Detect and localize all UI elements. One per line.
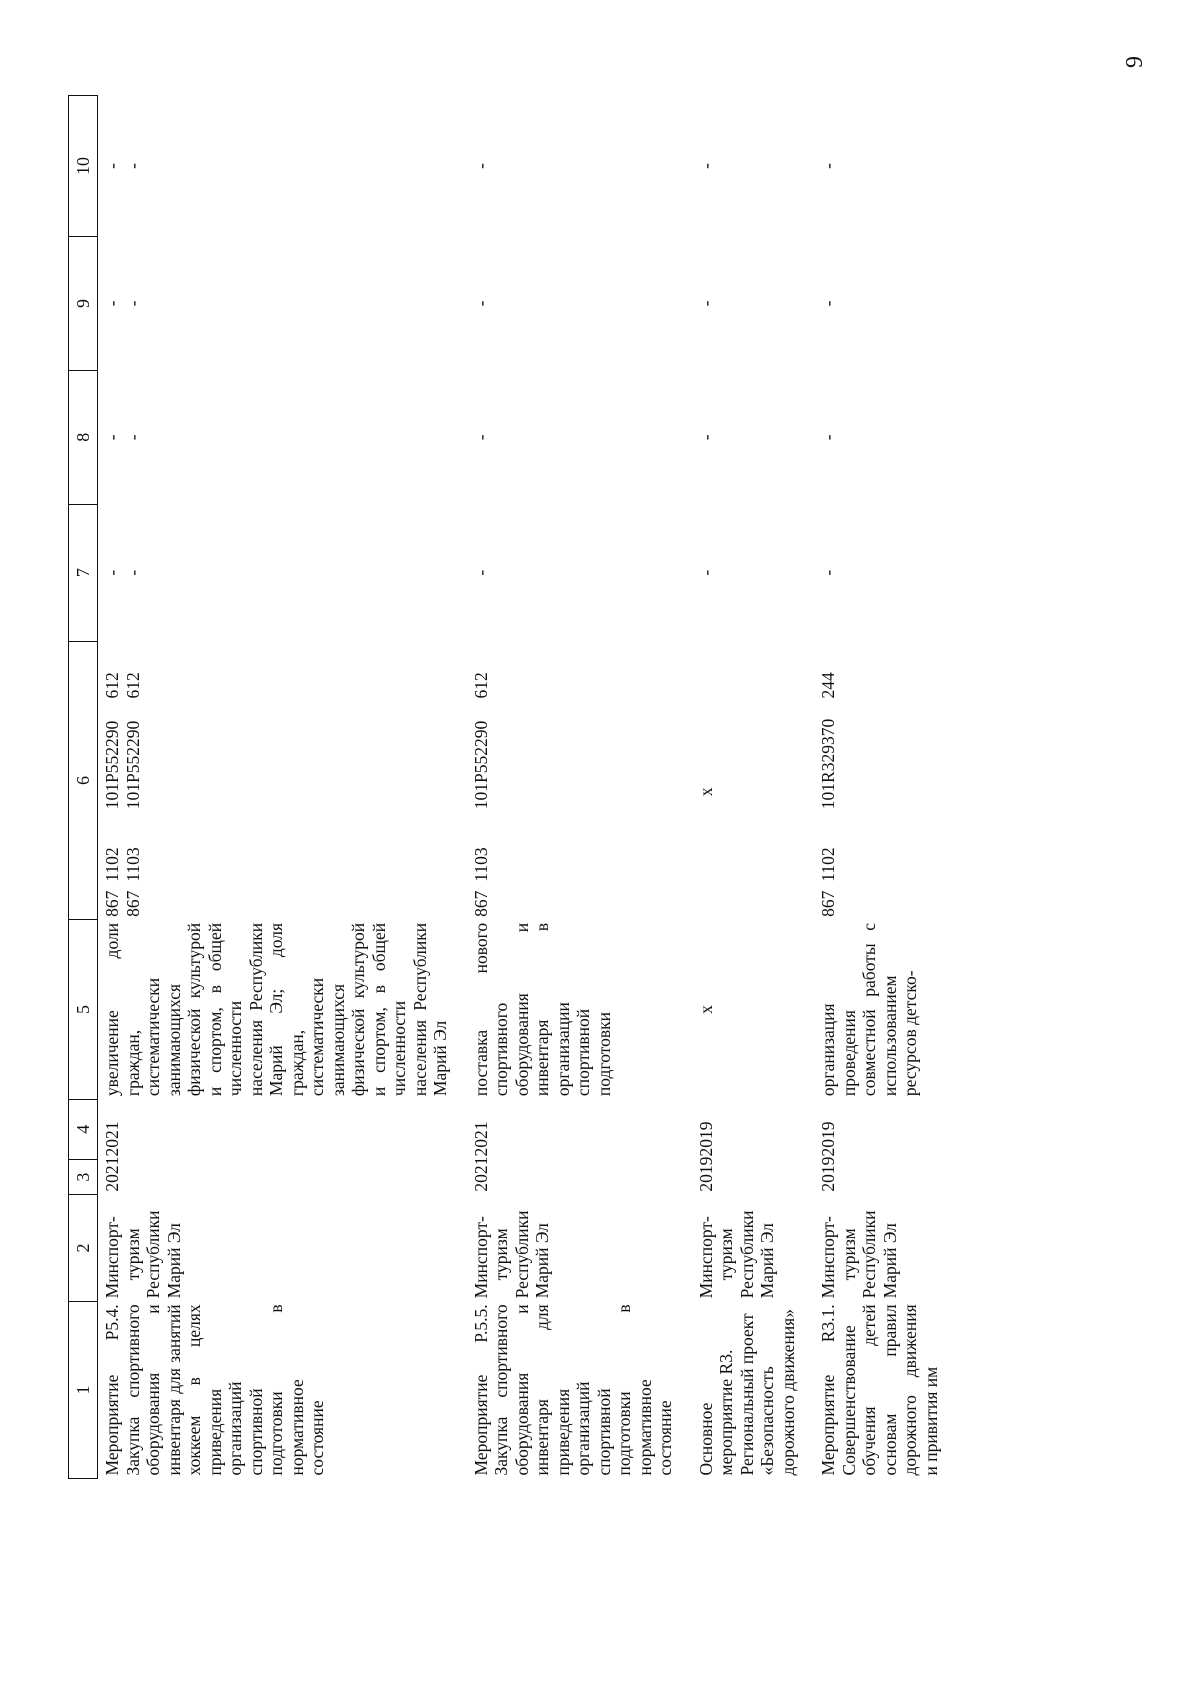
table-row: [467, 96, 692, 1479]
col9-value: -: [102, 300, 122, 307]
executor-line: Республики: [736, 1210, 757, 1299]
csr-code: [98, 702, 467, 813]
col8-cell: -: [818, 434, 838, 441]
event-name: Мероприятие P5.4. Закупка спортивного оборудования и инвентаря для занятий хоккеем в целях приведения организаций спортивной подготовки в нормативное состояние: [102, 1304, 327, 1476]
executor-line: Марий Эл: [163, 1223, 184, 1299]
end-year: 2019: [695, 1121, 716, 1157]
executor: [814, 1195, 957, 1302]
col9-value: -: [122, 300, 143, 307]
end-year: 2021: [102, 1121, 122, 1157]
rzpr-code: 1102: [818, 847, 838, 882]
executor: [98, 1195, 467, 1302]
rzpr-code: [692, 812, 815, 884]
grbs-code: [692, 885, 815, 920]
grbs-code: 867: [470, 890, 491, 917]
executor-line: Минспорт-: [102, 1216, 122, 1299]
col8-cell: -: [695, 434, 716, 441]
col10-cell: [98, 96, 467, 237]
col10-cell: -: [470, 163, 491, 169]
executor-line: Марий Эл: [532, 1223, 552, 1299]
executor-line: Республики: [511, 1210, 532, 1299]
table-row: [692, 96, 815, 1479]
expected-result: организация проведения совместной работы с использованием ресурсов детско-: [818, 922, 920, 1097]
rzpr-code: [98, 812, 467, 884]
expected-result: поставка нового спортивного оборудования и инвентаря в организации спортивной подготовки: [470, 922, 614, 1097]
col-header-10: 10: [69, 96, 98, 237]
col10-cell: -: [695, 163, 716, 169]
start-year: 2019: [818, 1156, 838, 1192]
start-year: 2021: [102, 1156, 122, 1192]
vr-value: 612: [102, 672, 122, 699]
col7-cell: -: [818, 569, 838, 576]
col7-cell: -: [470, 569, 491, 576]
start-year: 2019: [695, 1156, 716, 1192]
col-header-9: 9: [69, 237, 98, 371]
executor-line: Марий Эл: [757, 1223, 777, 1299]
col7-value: -: [122, 569, 143, 576]
vr-code: [692, 641, 815, 701]
event-name: Мероприятие R3.1. Совершенствование обучения детей основам правил дорожного движения и привития им: [818, 1304, 941, 1476]
col8-cell: [98, 370, 467, 504]
col9-cell: -: [470, 300, 491, 307]
event-name: Мероприятие P.5.5. Закупка спортивного оборудования и инвентаря для приведения организаций спортивной подготовки в нормативное состояние: [470, 1304, 675, 1476]
executor-line: туризм: [716, 1228, 736, 1281]
col-header-6: 6: [69, 641, 98, 920]
program-table: [68, 95, 957, 1479]
col-header-3: 3: [69, 1159, 98, 1194]
grbs-value: 867: [102, 890, 122, 917]
col10-cell: -: [818, 163, 838, 169]
col8-cell: -: [470, 434, 491, 441]
executor-line: Минспорт-: [818, 1216, 838, 1299]
table-row: [814, 96, 957, 1479]
rzpr-code: 1103: [470, 847, 491, 882]
col8-value: -: [122, 434, 143, 441]
csr-code: 101P552290: [470, 720, 491, 810]
executor-line: Марий Эл: [879, 1223, 900, 1299]
executor-line: Минспорт-: [470, 1216, 491, 1299]
col7-cell: [98, 504, 467, 641]
event-name: Основное мероприятие R3. Региональный проект «Безопасность дорожного движения»: [695, 1309, 798, 1476]
vr-value: 612: [122, 672, 143, 699]
col-header-7: 7: [69, 504, 98, 641]
col9-cell: -: [695, 300, 716, 307]
col-header-8: 8: [69, 370, 98, 504]
end-year: 2021: [470, 1121, 491, 1157]
expected-result: увеличение доли граждан, систематически занимающихся физической культурой и спортом, в общей численности населения Республики Марий Эл; доля граждан, систематически занимающихся физической культурой и спортом, в общей численности населения Республики Марий Эл: [102, 922, 450, 1097]
grbs-code: [98, 885, 467, 920]
grbs-code: 867: [818, 890, 838, 917]
vr-code: [98, 641, 467, 701]
vr-code: 612: [470, 672, 491, 699]
executor: [692, 1195, 815, 1302]
csr-value: 101P552290: [102, 720, 122, 810]
start-year: 2021: [470, 1156, 491, 1192]
rzpr-value: 1102: [102, 847, 122, 882]
grbs-value: 867: [122, 890, 143, 917]
col-header-5: 5: [69, 920, 98, 1099]
col9-cell: [98, 237, 467, 371]
table-row: [98, 96, 467, 1479]
executor: [467, 1195, 692, 1302]
col-header-2: 2: [69, 1195, 98, 1302]
col7-value: -: [102, 569, 122, 576]
csr-code: 101R329370: [818, 718, 838, 810]
vr-code: 244: [818, 672, 838, 699]
page-number: 9: [1122, 56, 1148, 68]
end-year: 2019: [818, 1121, 838, 1157]
col9-cell: -: [818, 300, 838, 307]
csr-code: х: [695, 787, 716, 797]
executor-line: туризм: [122, 1228, 143, 1281]
col10-value: -: [102, 163, 122, 169]
header-row: [69, 96, 98, 1479]
executor-line: Минспорт-: [695, 1216, 716, 1299]
col7-cell: -: [695, 569, 716, 576]
col-header-1: 1: [69, 1301, 98, 1478]
col10-value: -: [122, 163, 143, 169]
rzpr-value: 1103: [122, 847, 143, 882]
expected-result: х: [695, 1005, 716, 1014]
executor-line: Республики: [859, 1210, 879, 1299]
executor-line: Республики: [143, 1210, 163, 1299]
csr-value: 101P552290: [122, 720, 143, 810]
col8-value: -: [102, 434, 122, 441]
col-header-4: 4: [69, 1099, 98, 1159]
executor-line: туризм: [491, 1228, 511, 1281]
executor-line: туризм: [838, 1228, 859, 1281]
